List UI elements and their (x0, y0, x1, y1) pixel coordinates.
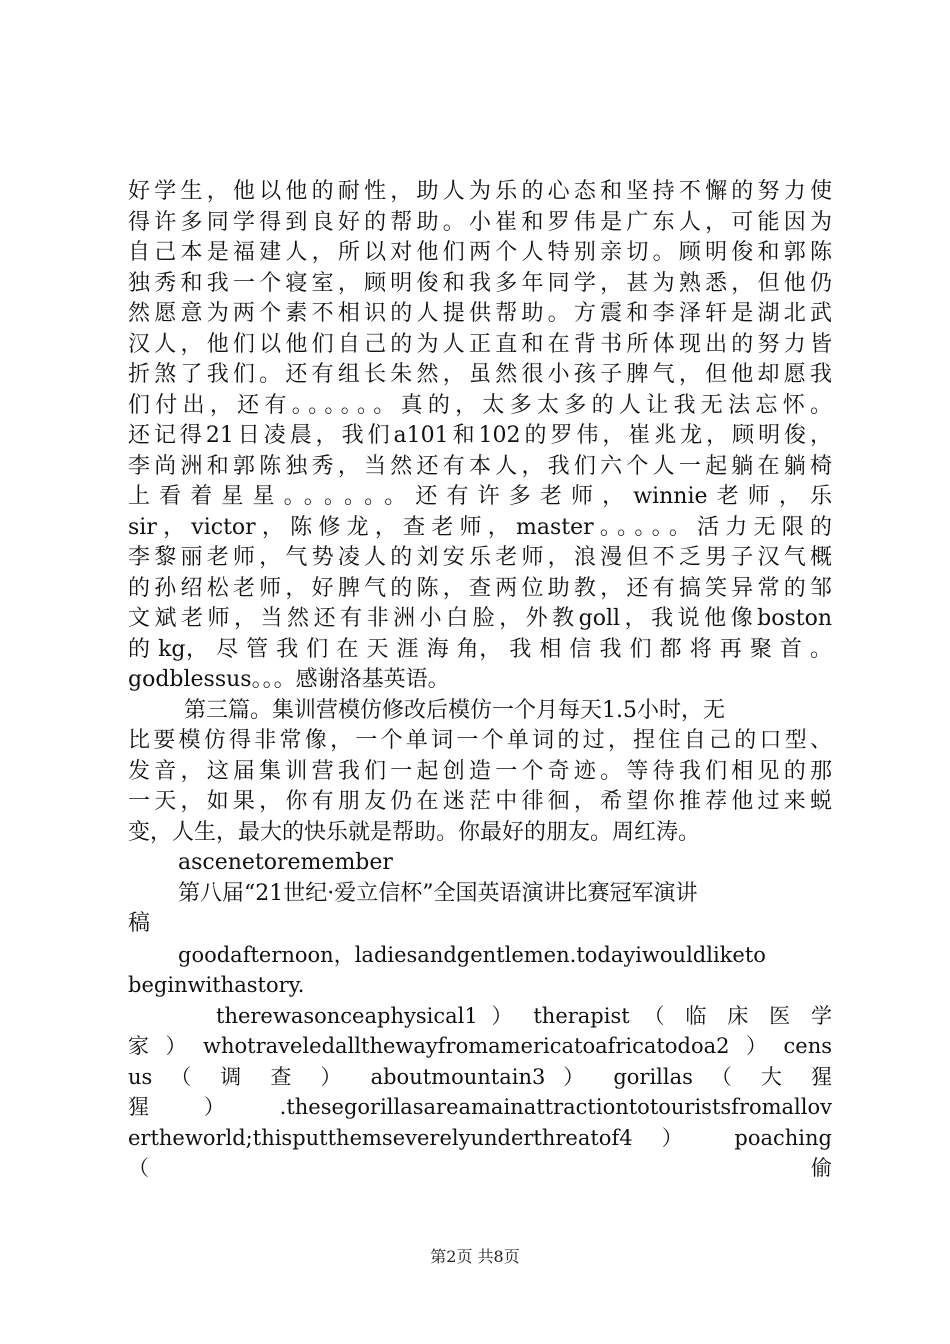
text-line: 得许多同学得到良好的帮助。小崔和罗伟是广东人，可能因为 (128, 209, 832, 235)
text-line: 变，人生，最大的快乐就是帮助。你最好的朋友。周红涛。 (128, 819, 701, 845)
text-line: 然愿意为两个素不相识的人提供帮助。方震和李泽轩是湖北武 (128, 301, 832, 326)
text-line: 折煞了我们。还有组长朱然，虽然很小孩子脾气，但他却愿我 (128, 362, 832, 387)
speech-text-line: us （ 调 查 ） aboutmountain3 ） gorillas （ 大 猩 (128, 1064, 832, 1089)
text-line: 自己本是福建人，所以对他们两个人特别亲切。顾明俊和郭陈 (128, 240, 832, 265)
speech-text-line: ertheworld;thisputthemseverelyunderthreatof4 ） poaching (128, 1125, 832, 1150)
text-line: 上看着星星。。。。。。还有许多老师，winnie老师，乐 (128, 484, 832, 509)
text-line: 汉人，他们以他们自己的为人正直和在背书所体现出的努力皆 (128, 331, 832, 357)
paragraph-start-line: 第三篇。集训营模仿修改后模仿一个月每天1.5小时，无 (184, 697, 725, 723)
speech-text-line: （ 偷 (128, 1156, 832, 1180)
text-line: 发音，这届集训营我们一起创造一个奇迹。等待我们相见的那 (128, 758, 832, 784)
speech-text-line: goodafternoon，ladiesandgentlemen.todayiwouldliketo (178, 942, 766, 967)
english-title-line: ascenetoremember (178, 850, 393, 875)
speech-heading-line: 第八届“21世纪·爱立信杯”全国英语演讲比赛冠军演讲 (178, 880, 698, 906)
text-line: 们付出，还有。。。。。。真的，太多太多的人让我无法忘怀。 (128, 392, 832, 418)
speech-heading-line: 稿 (128, 911, 151, 936)
text-line: 的孙绍松老师，好脾气的陈，查两位助教，还有搞笑异常的邹 (128, 575, 832, 601)
text-line: 好学生，他以他的耐性，助人为乐的心态和坚持不懈的努力使 (128, 179, 832, 204)
text-line: 比要模仿得非常像，一个单词一个单词的过，捏住自己的口型、 (128, 728, 832, 753)
text-line: 一天，如果，你有朋友仍在迷茫中徘徊，希望你推荐他过来蜕 (128, 789, 832, 814)
speech-text-line: therewasonceaphysical1 ） therapist （ 临 床 医 学 (216, 1003, 832, 1028)
text-line: 还记得21日凌晨，我们a101和102的罗伟，崔兆龙，顾明俊， (128, 423, 832, 448)
speech-text-line: 家）whotraveledallthewayfromamericatoafricatodoa2）cens (128, 1034, 832, 1058)
text-line: godblessus。。。感谢洛基英语。 (128, 667, 450, 692)
text-line: 李黎丽老师，气势凌人的刘安乐老师，浪漫但不乏男子汉气概 (128, 545, 832, 570)
text-line: sir，victor，陈修龙，查老师，master。。。。。活力无限的 (128, 514, 832, 540)
text-line: 文斌老师，当然还有非洲小白脸，外教goll，我说他像boston (128, 606, 832, 631)
text-line: 的 kg， 尽 管 我 们 在 天 涯 海 角， 我 相 信 我 们 都 将 再 聚 首 。 (128, 636, 832, 662)
speech-text-line: 猩）.thesegorillasareamainattractiontotouristsfromallov (128, 1095, 832, 1119)
text-line: 李尚洲和郭陈独秀，当然还有本人，我们六个人一起躺在躺椅 (128, 453, 832, 479)
body-text (128, 177, 832, 1184)
text-line: 独秀和我一个寝室，顾明俊和我多年同学，甚为熟悉，但他仍 (128, 270, 832, 296)
speech-text-line: beginwithastory. (128, 973, 305, 997)
page-footer: 第2页 共8页 (430, 1247, 520, 1266)
